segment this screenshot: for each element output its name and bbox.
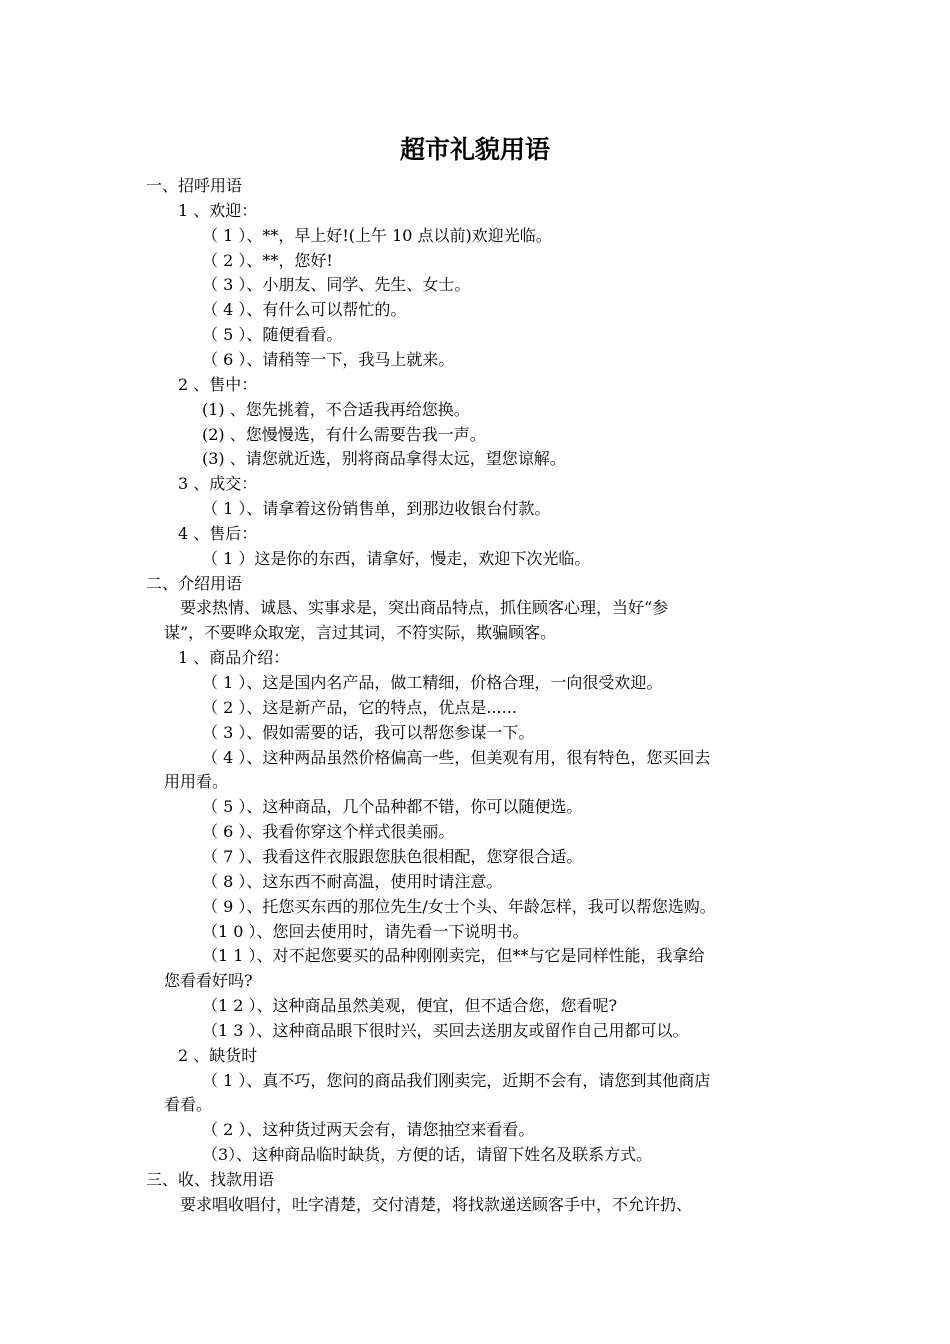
section-heading: 一、招呼用语 [146,176,243,195]
section-heading: 三、收、找款用语 [146,1170,275,1189]
list-item: （ 2 ）、这种货过两天会有，请您抽空来看看。 [202,1120,535,1140]
continuation-line: 您看看好吗? [164,971,253,991]
list-item: （ 4 ）、有什么可以帮忙的。 [202,300,407,320]
list-item: （ 6 ）、我看你穿这个样式很美丽。 [202,822,455,842]
list-item: （ 1 ）、请拿着这份销售单，到那边收银台付款。 [202,499,551,519]
list-item: （ 1 ）、**，早上好!(上午 10 点以前)欢迎光临。 [202,225,552,245]
list-item: （ 6 ）、请稍等一下，我马上就来。 [202,349,455,369]
continuation-line: 用用看。 [164,772,229,792]
list-item: （1 1 ）、对不起您要买的品种刚刚卖完，但**与它是同样性能，我拿给 [202,946,705,966]
list-item: （ 1 ）、这是国内名产品，做工精细，价格合理，一向很受欢迎。 [202,673,663,692]
page-title: 超市礼貌用语 [399,135,550,164]
list-item: （ 9 ）、托您买东西的那位先生/女士个头、年龄怎样，我可以帮您选购。 [202,896,716,916]
paragraph-line: 要求唱收唱付，吐字清楚，交付清楚，将找款递送顾客手中，不允许扔、 [180,1194,693,1214]
subsection-heading: 1 、商品介绍： [178,648,290,668]
list-item: （ 5 ）、随便看看。 [202,325,343,345]
list-item: （1 2 ）、这种商品虽然美观，便宜，但不适合您，您看呢? [202,996,618,1016]
subsection-heading: 2 、缺货时 [178,1045,258,1065]
list-item: (1) 、您先挑着，不合适我再给您换。 [202,399,470,419]
section-heading: 二、介绍用语 [146,573,243,593]
list-item: （ 1 ）这是你的东西，请拿好，慢走，欢迎下次光临。 [202,548,591,568]
paragraph-line: 要求热情、诚恳、实事求是，突出商品特点，抓住顾客心理，当好“参 [180,598,669,618]
list-item: （1 3 ）、这种商品眼下很时兴，买回去送朋友或留作自己用都可以。 [202,1020,689,1040]
list-item: （ 8 ）、这东西不耐高温，使用时请注意。 [202,871,503,891]
list-item: （ 5 ）、这种商品，几个品种都不错，你可以随便选。 [202,797,583,817]
subsection-heading: 4 、售后： [178,523,258,543]
list-item: （ 2 ）、**，您好! [202,250,333,270]
subsection-heading: 1 、欢迎： [178,200,258,220]
list-item: （ 1 ）、真不巧，您问的商品我们刚卖完，近期不会有，请您到其他商店 [202,1070,711,1090]
list-item: （ 7 ）、我看这件衣服跟您肤色很相配，您穿很合适。 [202,846,583,866]
list-item: （3）、这种商品临时缺货，方便的话，请留下姓名及联系方式。 [202,1145,653,1165]
list-item: （1 0 ）、您回去使用时，请先看一下说明书。 [202,921,529,941]
list-item: (3) 、请您就近选，别将商品拿得太远，望您谅解。 [202,449,566,469]
list-item: (2) 、您慢慢选，有什么需要告我一声。 [202,424,486,444]
list-item: （ 2 ）、这是新产品，它的特点，优点是...... [202,697,517,717]
list-item: （ 3 ）、小朋友、同学、先生、女士。 [202,275,471,295]
subsection-heading: 2 、售中： [178,374,258,394]
subsection-heading: 3 、成交： [178,474,258,494]
list-item: （ 3 ）、假如需要的话，我可以帮您参谋一下。 [202,722,535,742]
continuation-line: 看看。 [164,1095,213,1115]
list-item: （ 4 ）、这种两品虽然价格偏高一些，但美观有用，很有特色，您买回去 [202,747,711,767]
continuation-line: 谋”，不要哗众取宠，言过其词，不符实际，欺骗顾客。 [164,623,557,643]
